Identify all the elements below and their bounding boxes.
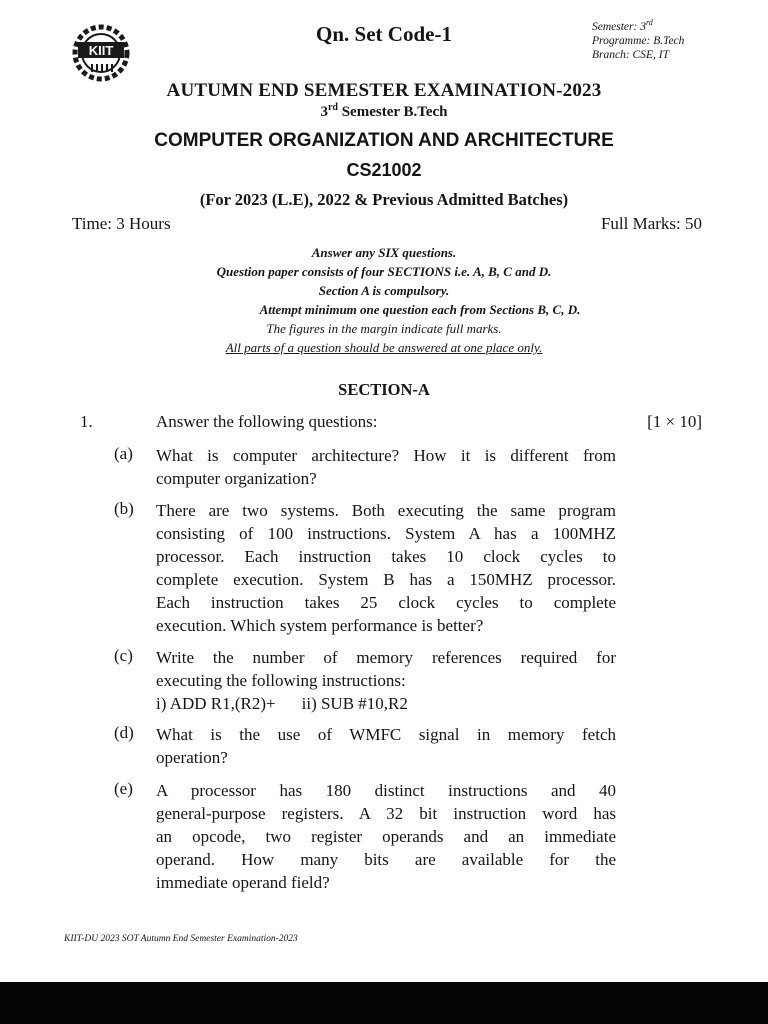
part-label: (c) [114,646,133,665]
semester-title: 3rd Semester B.Tech [320,102,448,120]
exam-meta [592,16,684,62]
instruction-line: All parts of a question should be answered at one place only. [225,340,543,355]
instruction-line: The figures in the margin indicate full marks. [266,321,502,336]
part-text: What is computer architecture? How it is different from computer organization? [156,446,616,488]
full-marks: Full Marks: 50 [600,214,702,233]
scan-bottom-edge [0,982,768,1024]
part-text: There are two systems. Both executing the same program consisting of 100 instructions. System A has a 100MHZ processor. Each instruction takes 10 clock cycles to complete execution. System B has a 150MHZ processor. Each instruction takes 25 clock cycles to complete execution. Which system performance is better? [156,501,616,635]
part-text: What is the use of WMFC signal in memory fetch operation? [156,725,616,767]
instruction-line: Question paper consists of four SECTIONS i.e. A, B, C and D. [216,264,552,279]
exam-title: AUTUMN END SEMESTER EXAMINATION-2023 [166,80,602,101]
time-duration: Time: 3 Hours [72,214,171,233]
question-set-code: Qn. Set Code-1 [316,22,452,46]
instruction-line: Answer any SIX questions. [311,245,457,260]
batches-note: (For 2023 (L.E), 2022 & Previous Admitted Batches) [199,190,569,209]
part-text: A processor has 180 distinct instructions and 40 general-purpose registers. A 32 bit instruction word has an opcode, two register operands and an immediate operand. How many bits are available for the immediate operand field? [156,781,616,892]
programme-meta: Programme: B.Tech [592,34,685,47]
section-heading: SECTION-A [338,380,430,399]
logo-text: KIIT [88,43,114,58]
part-label: (b) [114,499,134,518]
part-text: Write the number of memory references required for executing the following instructions: i) ADD R1,(R2)+ ii) SUB #10,R2 [156,648,616,713]
part-label: (e) [114,779,133,798]
question-marks: [1 × 10] [647,412,702,431]
subject-code: CS21002 [346,160,422,180]
sub-instructions: i) ADD R1,(R2)+ ii) SUB #10,R2 [156,694,408,713]
question-text: Answer the following questions: [156,412,378,431]
question-number: 1. [80,412,93,431]
branch-meta: Branch: CSE, IT [592,48,669,61]
part-label: (d) [114,723,134,742]
instruction-line: Section A is compulsory. [318,283,450,298]
instruction-line: Attempt minimum one question each from Sections B, C, D. [259,302,581,317]
page-footer: KIIT-DU 2023 SOT Autumn End Semester Examination-2023 [64,934,298,944]
semester-meta: Semester: 3rd [592,18,653,33]
part-label: (a) [114,444,133,463]
subject-title: COMPUTER ORGANIZATION AND ARCHITECTURE [154,130,614,151]
